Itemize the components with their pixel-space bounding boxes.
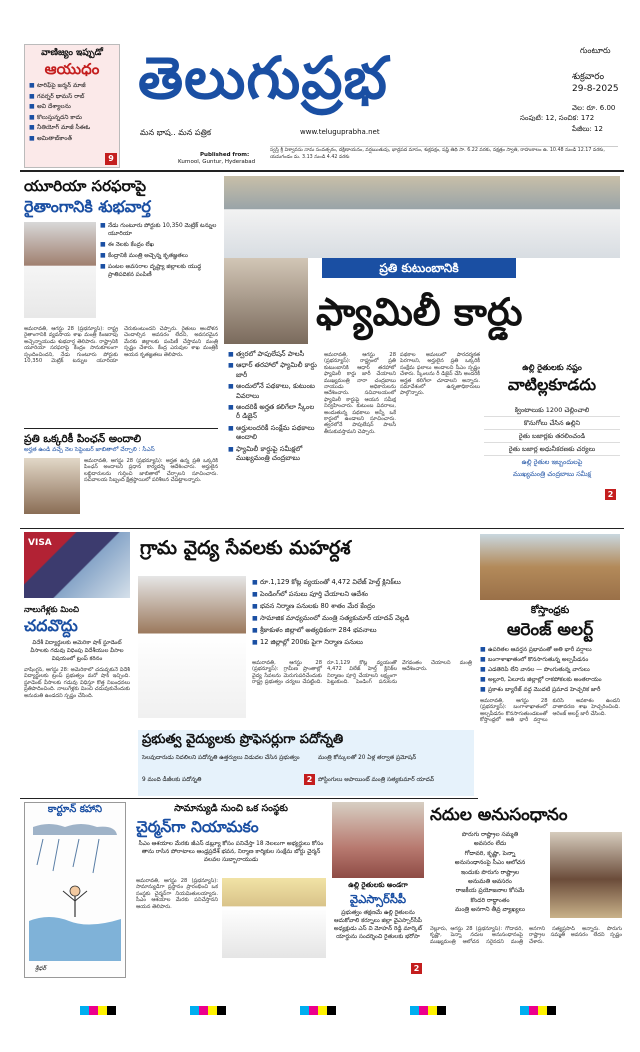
minister-photo <box>24 222 96 318</box>
rivers-body: నెల్లూరు, ఆగస్టు 28 (ప్రభన్యూస్): గోదావరి, కృష్ణా, పెన్నా నదుల అనుసంధానంపై ముఖ్యమంత్రి ఆలోచన సరైనదని మంత్రి అనగాని సత్యప్రసాద్ అన్నారు. పొరుగు రాష్ట్రాల సమ్మతి అవసరం లేదని స్పష్టం చేశారు. <box>430 926 622 945</box>
cartoon-box[interactable] <box>24 802 126 978</box>
coastal-bullet: ■ అల్లూరి, ఏలూరు జిల్లాల్లో రాకపోకలకు అంతరాయం <box>480 676 620 684</box>
ysrcp-page-badge: 2 <box>411 963 422 974</box>
ysrcp-story[interactable] <box>332 802 424 978</box>
rivers-line: అనుమతి అవసరం <box>468 878 512 886</box>
yellow-swatch <box>318 1006 327 1015</box>
yellow-swatch <box>538 1006 547 1015</box>
rivers-line: అవసరం లేదు <box>473 840 507 848</box>
promo-head1: వాణిజ్యం ఇప్పుడో <box>41 48 103 58</box>
promo-head2: ఆయుధం <box>44 60 100 78</box>
chairman-headline: చైర్మన్‌గా నియామకం <box>136 818 259 836</box>
rivers-line: కొందరి రాద్ధాంతం <box>470 896 510 904</box>
figure-head <box>70 886 80 896</box>
professors-headline: ప్రభుత్వ వైద్యులకు ప్రొఫెసర్లుగా పదోన్నతి <box>142 732 344 747</box>
flood-photo <box>480 534 620 600</box>
black-swatch <box>217 1006 226 1015</box>
rivers-line: పొరుగు రాష్ట్రాల సమ్మతి <box>461 831 519 838</box>
pension-body: అమరావతి, ఆగస్టు 28 (ప్రభన్యూస్): అర్హత ఉన్న ప్రతి ఒక్కరికీ పింఛన్ అందాలని ప్రధాన కార్యదర్శి ఆదేశించారు. అర్హులైన లబ్ధిదారులను గుర్తించి జాబితాలో చేర్చాలని సూచించారు. సచివాలయ సిబ్బంది క్షేత్రస్థాయిలో పరిశీలన చేపట్టాలన్నారు. <box>84 458 218 484</box>
published-cities: Kurnool, Guntur, Hyderabad <box>178 159 256 165</box>
urea-bullet: ■ పంటల అవసరాల దృష్ట్యా జిల్లాలకు యుద్ధ ప్రాతిపదికన పంపిణీ <box>100 263 218 279</box>
magenta-swatch <box>199 1006 208 1015</box>
onion-line: క్వింటాలుకు 1200 చెల్లించాలి <box>484 404 620 417</box>
yellow-swatch <box>98 1006 107 1015</box>
magenta-swatch <box>309 1006 318 1015</box>
panchang-strip <box>270 146 618 168</box>
masthead-title: తెలుగుప్రభ <box>138 44 388 112</box>
village-doctor-bullet: ■ రూ.1,129 కోట్ల వ్యయంతో 4,472 విలేజ్ హెల్త్ క్లినిక్‌లు <box>252 578 472 587</box>
rain-streak <box>73 839 79 867</box>
rivers-lines <box>430 830 550 915</box>
village-doctor-bullet: ■ పెండింగ్‌లో పనులు పూర్తి చేయాలని ఆదేశం <box>252 590 472 599</box>
rain-streak <box>37 839 43 865</box>
yellow-swatch <box>428 1006 437 1015</box>
volume: సంపుటి: 12, సంచిక: 172 <box>520 114 595 122</box>
chairman-kicker: సామాన్యుడి నుంచి ఒక సంస్థకు <box>174 803 288 814</box>
storm-cloud <box>33 824 117 835</box>
yellow-swatch <box>208 1006 217 1015</box>
cyan-swatch <box>190 1006 199 1015</box>
family-card-bullet: ■ అర్హులందరికీ సంక్షేమ పథకాలు అందాలి <box>228 424 320 443</box>
rain-streak <box>53 839 59 871</box>
family-card-body-1: అమరావతి, ఆగస్టు 28 (ప్రభన్యూస్): రాష్ట్రంలో ప్రతి కుటుంబానికి ఆధార్ తరహాలో ఫ్యామిలీ కార్డు జారీ చేయాలని ముఖ్యమంత్రి నారా చంద్రబాబు నాయుడు అధికారులను ఆదేశించారు. సచివాలయంలో ఫ్యామిలీ కార్డుపై ఆయన సమీక్ష నిర్వహించారు. కుటుంబ వివరాలు, అందుతున్న పథకాలు అన్నీ ఒకే కార్డులో ఉండాలని సూచించారు. త్వరలోనే పాపులేషన్ పాలసీ తీసుకువస్తామని చెప్పారు. <box>324 352 396 435</box>
visa-kicker: నాలుగేళ్లకు మించి <box>24 605 79 614</box>
onion-line: రైతు బజార్లకు తరలించండి <box>484 430 620 443</box>
coastal-bullet: ■ బంగాళాఖాతంలో కొనసాగుతున్న అల్పపీడనం <box>480 656 620 664</box>
family-card-bullet: ■ ఆధార్ తరహాలో ఫ్యామిలీ కార్డు జారీ <box>228 361 320 380</box>
coastal-bullet: ■ ప్రకాశం బ్యారేజ్ వద్ద మొదటి ప్రమాద హెచ్చరిక జారీ <box>480 686 620 694</box>
cyan-swatch <box>520 1006 529 1015</box>
family-card-bullet: ■ త్వరలో పాపులేషన్ పాలసీ <box>228 350 320 359</box>
promo-list <box>29 81 115 144</box>
cartoon-title: కార్టూన్ కహాని <box>47 804 103 815</box>
masthead-rule <box>20 170 624 172</box>
promo-box[interactable] <box>24 44 120 168</box>
urea-headline-1: యూరియా సరఫరాపై <box>24 177 146 195</box>
chairman-story[interactable] <box>136 802 326 978</box>
family-card-body-2: పథకాల అమలులో పారదర్శకత పెరగాలని, అర్హులైన ప్రతి ఒక్కరికీ సంక్షేమ ఫలాలు అందాలని సీఎం స్పష్టం చేశారు. స్కీంలను రీ డిజైన్ చేసి అందరికీ అర్హత కలిగేలా చూడాలని అన్నారు. సమావేశంలో ఉన్నతాధికారులు పాల్గొన్నారు. <box>400 352 480 397</box>
section-rule <box>20 798 478 799</box>
family-card-bullet: ■ ఫ్యామిలీ కార్డుపై సమీక్షలో ముఖ్యమంత్రి చంద్రబాబు <box>228 445 320 464</box>
onion-kicker: ఉల్లి రైతులకు నష్టం <box>522 363 582 372</box>
date: 29-8-2025 <box>572 84 619 94</box>
family-card-bullet: ■ అందరికీ అర్హత కలిగేలా స్కీంల రీ డిజైన్ <box>228 403 320 422</box>
professors-line-1: సెలవుదారుడు నిదలిలని పదోన్నతి ఉత్తర్వులు విడుదల చేసిన ప్రభుత్వం <box>142 755 300 761</box>
magenta-swatch <box>419 1006 428 1015</box>
minister-anagani-photo <box>550 832 622 918</box>
black-swatch <box>437 1006 446 1015</box>
urea-bullet: ■ నేడు గుంటూరు పోర్టుకు 10,350 మెట్రిక్ టన్నుల యూరియా <box>100 222 218 238</box>
visa-story[interactable] <box>24 532 130 822</box>
panchang-text: స్వస్తి శ్రీ విశ్వావసు నామ సంవత్సరం, దక్షిణాయనం, వర్షఋతువు, భాద్రపద మాసం, శుక్లపక్షం, షష్ఠి తిథి సా. 6.22 వరకు, నక్షత్రం స్వాతి, రాహుకాలం ఉ. 10.48 నుండి 12.17 వరకు, యమగండం మ. 3.13 నుండి 4.42 వరకు <box>270 148 605 160</box>
visa-label: VISA <box>28 538 52 548</box>
onion-line: కొనుగోలు చేసిన ఉల్లిని <box>484 417 620 430</box>
coastal-body: అమరావతి, ఆగస్టు 28 (ప్రభన్యూస్): బంగాళాఖాతంలో అల్పపీడనం కొనసాగుతుండటంతో కోస్తాంధ్రలో అతి భారీ వర్షాలు కురిసే అవకాశం ఉందని వాతావరణ శాఖ హెచ్చరించింది. ఆరెంజ్ అలర్ట్ జారీ చేసింది. <box>480 698 620 724</box>
pension-story[interactable] <box>24 432 218 522</box>
rivers-line: రాజకీయ ప్రయోజనాల కోసమే <box>455 887 525 895</box>
professors-page-badge: 2 <box>304 774 315 785</box>
rivers-headline: నదుల అనుసంధానం <box>430 805 568 825</box>
rivers-line: గోదావరి, కృష్ణా, పెన్నా <box>464 849 516 857</box>
urea-story[interactable] <box>24 176 218 426</box>
price: వెల: రూ. 6.00 <box>572 104 616 112</box>
ysrcp-body: ప్రభుత్వం తక్షణమే ఉల్లి రైతులను ఆదుకోవాలి కర్నూలు జిల్లా వైఎస్సార్‌సీపీ అధ్యక్షుడు ఎస్ వి మోహన్ రెడ్డి మార్కెట్ యార్డును సందర్శించి రైతులకు భరోసా <box>333 910 423 940</box>
divider <box>24 428 218 429</box>
professors-line-2: మంత్రి కోన్కులతో 20 ఏళ్ల తర్వాత ప్రమోషన్ <box>318 755 417 761</box>
urea-body: అమరావతి, ఆగస్టు 28 (ప్రభన్యూస్): రాష్ట్ర రైతాంగానికి వ్యవసాయ శాఖ మంత్రి కింజరాపు అచ్చెన్నాయుడు శుభవార్త తెలిపారు. రాష్ట్రానికి యూరియా సరఫరాపై కేంద్రం సానుకూలంగా స్పందించిందని, నేడు గుంటూరు పోర్టుకు 10,350 మెట్రిక్ టన్నుల యూరియా చేరుకుంటుందని చెప్పారు. రైతులు ఆందోళన చెందాల్సిన అవసరం లేదని, అవసరమైన మేరకు జిల్లాలకు పంపిణీ చేస్తామని మంత్రి స్పష్టం చేశారు. కేంద్ర ఎరువుల శాఖ మంత్రికి ఆయన కృతజ్ఞతలు తెలిపారు. <box>24 326 218 365</box>
magenta-swatch <box>529 1006 538 1015</box>
family-card-bullets <box>228 350 320 463</box>
visa-body: వాషింగ్టన్, ఆగస్టు 28: అమెరికాలో చదువుకునే విదేశీ విద్యార్థులకు ట్రంప్ ప్రభుత్వం మరో షాక్ ఇచ్చింది. స్టూడెంట్ వీసాలకు గడువు విధిస్తూ కొత్త నిబంధనలు ప్రతిపాదించింది. నాలుగేళ్లకు మించి చదువుకునేందుకు అనుమతి ఉండదని స్పష్టం చేసింది. <box>24 667 130 699</box>
rivers-line: ఇందుకు పొరుగు రాష్ట్రాల <box>460 868 520 876</box>
promo-item: ■ టారిఫ్‌పై జర్మన్ మాజీ <box>29 81 115 92</box>
ysrcp-headline: వైఎస్సార్‌సీపీ <box>349 892 407 906</box>
pension-subhead: అర్హత ఉండి వచ్చే నెల సెప్టెంబర్ జాబితాలో చేర్చాలి : సీఎస్ <box>24 447 155 453</box>
professors-line-4: పోస్టింగులు అపాయింట్ మంత్రి సత్యకుమార్ యాదవ్ <box>318 777 435 783</box>
meeting-photo <box>224 176 620 258</box>
color-bar <box>410 1000 446 1019</box>
black-swatch <box>107 1006 116 1015</box>
cartoon-drawing <box>29 821 121 961</box>
urea-headline-2: రైతాంగానికి శుభవార్త <box>24 197 151 216</box>
market-yard-photo <box>332 802 424 878</box>
urea-bullet: ■ కేంద్రానికి మంత్రి అచ్చెన్న కృతజ్ఞతలు <box>100 252 218 260</box>
village-doctor-headline: గ్రామ వైద్య సేవలకు మహర్దశ <box>140 537 351 559</box>
village-doctor-bullet: ■ సామాజిక మాధ్యమంలో మంత్రి సత్యకుమార్ యాదవ్ వెల్లడి <box>252 614 472 623</box>
rivers-story[interactable] <box>430 802 622 978</box>
published-label: Published from: <box>200 152 250 158</box>
pension-headline: ప్రతి ఒక్కరికీ పింఛన్ అందాలి <box>24 433 142 445</box>
promo-item: ■ అవి దేశ్యాలను <box>29 102 115 113</box>
color-bar <box>520 1000 556 1019</box>
promo-item: ■ నీతియోగ్ మాజీ సీఈఓ <box>29 123 115 134</box>
section-rule <box>20 528 624 529</box>
ysrcp-kicker: ఉల్లి రైతులకు అండగా <box>348 881 408 889</box>
rivers-line: అనుసంధానంపై సీఎం ఆలోచన <box>454 859 526 867</box>
village-doctor-bullet: ■ 12 జిల్లాల్లో 200కు పైగా నిర్మాణ పనులు <box>252 638 472 647</box>
promo-item: ■ గవర్నర్ థామస్ రాబ్ <box>29 92 115 103</box>
family-card-bullet: ■ అందులోనే పథకాలు, కుటుంబ వివరాలు <box>228 382 320 401</box>
cyan-swatch <box>410 1006 419 1015</box>
chairman-photo <box>222 878 326 958</box>
rivers-line: మంత్రి అనగాని తీవ్ర వ్యాఖ్యలు <box>455 906 525 914</box>
family-card-kicker-text: ప్రతి కుటుంబానికి <box>379 261 459 275</box>
cs-photo <box>24 458 80 514</box>
rain-streak <box>93 839 99 873</box>
onion-lines <box>484 404 620 480</box>
color-bar <box>190 1000 226 1019</box>
weekday: శుక్రవారం <box>572 72 605 82</box>
family-card-kicker <box>322 258 516 278</box>
coastal-bullet: ■ ఉపరితల ఆవర్తన ప్రభావంతో అతి భారీ వర్షాలు <box>480 646 620 654</box>
onion-line: రైతు బజార్ల అధునీకరణకు చర్యలు <box>484 443 620 456</box>
black-swatch <box>327 1006 336 1015</box>
visa-sub: విదేశీ విద్యార్థులకు అమెరికా షాక్ స్టూడెంట్ వీసాలకు గడువు విధింపు విదేశీయుల వీసాల విషయంలో ట్రంప్ కఠినం <box>30 640 124 662</box>
flood-water <box>29 917 121 961</box>
edition-city: గుంటూరు <box>580 46 611 55</box>
masthead-tagline: మన భాష.. మన పత్రిక <box>140 128 212 137</box>
visa-headline: చదవొద్దు <box>24 616 78 635</box>
color-bar <box>300 1000 336 1019</box>
village-doctor-body: అమరావతి, ఆగస్టు 28 (ప్రభన్యూస్): గ్రామీణ ప్రాంతాల్లో వైద్య సేవలను మెరుగుపరిచేందుకు రాష్ట్ర ప్రభుత్వం చర్యలు చేపట్టింది. రూ.1,129 కోట్ల వ్యయంతో 4,472 విలేజ్ హెల్త్ క్లినిక్‌ల నిర్మాణం పూర్తి చేయాలని లక్ష్యంగా పెట్టుకుంది. పెండింగ్ పనులను వేగవంతం చేయాలని మంత్రి ఆదేశించారు. <box>252 660 472 686</box>
cm-photo <box>224 258 308 344</box>
urea-bullets <box>100 222 218 279</box>
coastal-headline: ఆరెంజ్ అలర్ట్ <box>506 620 594 640</box>
chairman-body: అమరావతి, ఆగస్టు 28 (ప్రభన్యూస్): సామాన్యుడిగా ప్రస్థానం ప్రారంభించి ఒక సంస్థకు చైర్మన్‌గా నియమితులయ్యారు. సీఎం ఆశయాల మేరకు పనిచేస్తానని ఆయన తెలిపారు. <box>136 878 218 910</box>
family-card-headline: ఫ్యామిలీ కార్డు <box>316 290 523 334</box>
visa-photo <box>24 532 130 598</box>
coastal-kicker: కోస్తాంధ్రకు <box>530 605 570 616</box>
onion-page-badge: 2 <box>605 489 616 500</box>
promo-page-badge: 9 <box>105 153 117 165</box>
print-marks-row <box>0 1000 640 1014</box>
cyan-swatch <box>80 1006 89 1015</box>
coastal-bullets <box>480 646 620 694</box>
onion-headline: వాటిల్లకూడదు <box>507 375 597 394</box>
cyan-swatch <box>300 1006 309 1015</box>
village-doctor-bullet: ■ శ్రీకాకుళం జిల్లాలో అత్యధికంగా 284 భవనాలు <box>252 626 472 635</box>
masthead-website: www.teluguprabha.net <box>300 128 380 136</box>
magenta-swatch <box>89 1006 98 1015</box>
coastal-story[interactable] <box>480 604 620 824</box>
chairman-sub: సీఎం ఆశయాల మేరకు జీఎస్ డబ్ల్యూ కోసం పనిచేస్తా 18 నెలలుగా అభ్యర్థులు కోసం తాను రాసిన పోరాటాలు ఆంధ్రప్రదేశ్ భవన, నిర్మాణ కార్మికుల సంక్షేమ బోర్డు చైర్మన్ వలవల సుబ్బారాయుడు <box>138 841 324 863</box>
urea-bullet: ■ ఈ నెలకు కేంద్రం లేఖ <box>100 241 218 249</box>
cartoon-signature: శ్రీధర్ <box>35 965 47 972</box>
pages-count: పేజీలు: 12 <box>572 125 603 133</box>
minister-satyakumar-photo <box>138 576 246 718</box>
professors-story[interactable] <box>138 730 474 796</box>
black-swatch <box>547 1006 556 1015</box>
onion-line: ఉల్లి రైతుల ఇబ్బందులపై <box>521 458 583 466</box>
color-bar <box>80 1000 116 1019</box>
coastal-bullet: ■ ఎడతెరిపి లేని వానల — పొంగుతున్న వాగులు <box>480 666 620 674</box>
village-doctor-bullet: ■ భవన నిర్మాణ పనులకు 80 శాతం మేర కేంద్రం <box>252 602 472 611</box>
promo-item: ■ కొలుస్తున్నదని కాదు <box>29 113 115 124</box>
promo-item: ■ అమితాబ్‌కాంత్ <box>29 134 115 145</box>
village-doctor-bullets <box>252 578 472 647</box>
professors-line-3: 9 మంది డీజీలకు పదోన్నతి <box>142 777 202 783</box>
onion-line: ముఖ్యమంత్రి చంద్రబాబు సమీక్ష <box>512 470 592 478</box>
onion-story[interactable] <box>484 362 620 524</box>
